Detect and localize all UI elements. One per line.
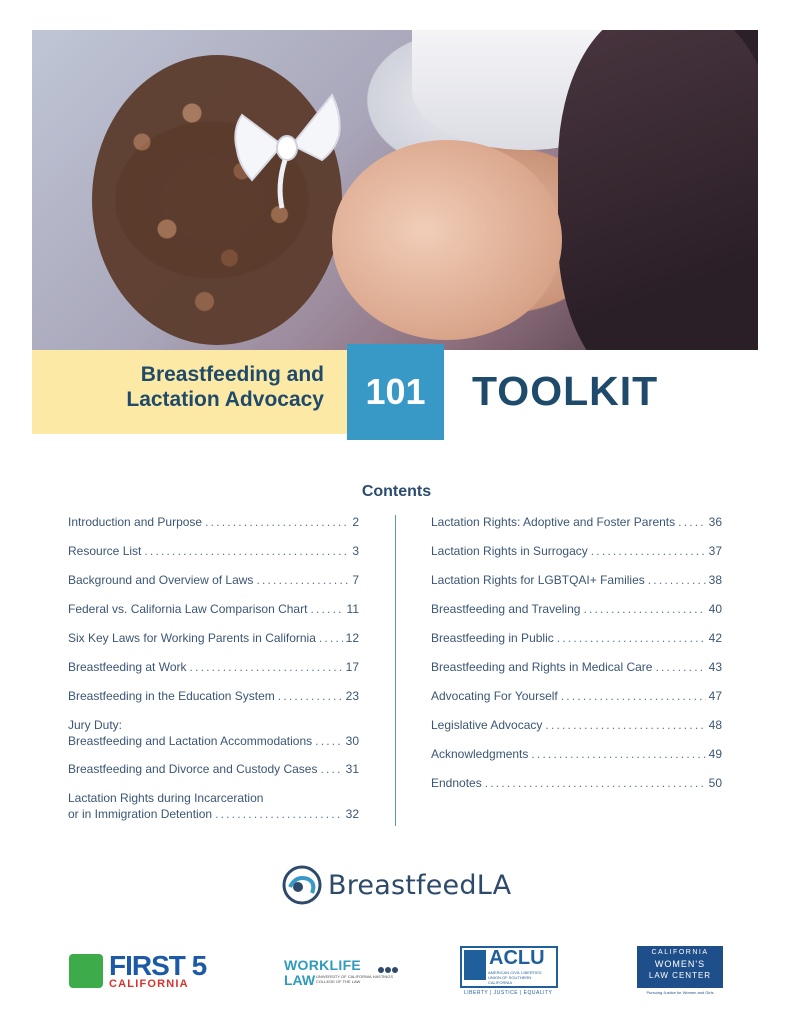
breastfeedla-wordmark: BreastfeedLA [328, 869, 512, 901]
first5-name: FIRST 5 [109, 950, 207, 981]
toc-entry-label: Breastfeeding in Public [431, 631, 554, 645]
toc-entry[interactable] [68, 790, 359, 822]
toc-entry-page: 48 [708, 718, 722, 732]
toc-entry[interactable] [431, 688, 722, 704]
toc-entry-label: Background and Overview of Laws [68, 573, 254, 587]
toc-entry[interactable] [431, 775, 722, 791]
hair-bow-icon [227, 90, 347, 210]
document-title [32, 362, 324, 412]
toc-entry-label: Lactation Rights: Adoptive and Foster Parents [431, 515, 676, 529]
toc-entry-page: 12 [345, 631, 359, 645]
toc-entry-label-line1: Jury Duty: [68, 718, 123, 732]
hand-icon [69, 954, 103, 988]
toc-entry-label: Breastfeeding and Divorce and Custody Cases [68, 762, 318, 776]
toc-entry[interactable] [68, 601, 359, 617]
toc-entry-label: Federal vs. California Law Comparison Chart [68, 602, 308, 616]
toc-entry[interactable] [431, 717, 722, 733]
101-badge: 101 [347, 344, 444, 440]
toc-entry-page: 37 [708, 544, 722, 558]
toc-entry[interactable] [68, 630, 359, 646]
first5-california-logo [69, 952, 219, 994]
toc-entry[interactable] [431, 630, 722, 646]
toc-entry-page: 3 [352, 544, 359, 558]
toc-entry-label: Breastfeeding and Traveling [431, 602, 581, 616]
toc-entry-label-line1: Lactation Rights during Incarceration [68, 791, 264, 805]
breastfeedla-swirl-icon [282, 865, 322, 905]
toc-entry[interactable] [431, 746, 722, 762]
toc-entry-page: 42 [708, 631, 722, 645]
title-line-2: Lactation Advocacy [126, 388, 324, 411]
toc-entry-label: or in Immigration Detention [68, 807, 213, 821]
contents-heading: Contents [361, 483, 432, 500]
toc-entry-label: Lactation Rights for LGBTQAI+ Families [431, 573, 645, 587]
toc-entry[interactable] [431, 514, 722, 530]
toc-entry-label: Introduction and Purpose [68, 515, 203, 529]
aclu-name: ACLU [489, 947, 545, 969]
toc-entry[interactable] [68, 761, 359, 777]
worklife-name: WORKLIFE [284, 957, 362, 973]
toc-entry[interactable] [431, 543, 722, 559]
toc-entry-page: 36 [708, 515, 722, 529]
toc-entry-label: Acknowledgments [431, 747, 529, 761]
toc-entry-label: Lactation Rights in Surrogacy [431, 544, 588, 558]
toc-entry[interactable] [68, 514, 359, 530]
aclu-subtitle: AMERICAN CIVIL LIBERTIES UNION OF SOUTHERN CALIFORNIA [488, 970, 542, 985]
contents-divider [395, 515, 396, 826]
toc-entry-page: 38 [708, 573, 722, 587]
worklife-subtitle: UNIVERSITY OF CALIFORNIA HASTINGS COLLEGE OF THE LAW [316, 974, 394, 984]
toc-entry[interactable] [68, 572, 359, 588]
worklife-law-logo [284, 957, 404, 991]
toc-entry-page: 50 [708, 776, 722, 790]
cwlc-line2: WOMEN'S [654, 959, 706, 969]
toc-entry[interactable] [431, 659, 722, 675]
toc-entry-label: Breastfeeding and Rights in Medical Care [431, 660, 653, 674]
toolkit-heading: TOOLKIT [472, 368, 659, 414]
toc-entry-label: Endnotes [431, 776, 482, 790]
breastfeedla-logo [282, 862, 512, 908]
toc-entry[interactable] [68, 543, 359, 559]
toc-entry-page: 49 [708, 747, 722, 761]
toc-entry[interactable] [68, 688, 359, 704]
toc-entry-page: 47 [708, 689, 722, 703]
cwlc-line1: CALIFORNIA [651, 949, 709, 956]
toc-entry-label: Six Key Laws for Working Parents in California [68, 631, 316, 645]
aclu-logo [460, 946, 558, 1000]
toc-entry-page: 23 [345, 689, 359, 703]
child-face-shape [332, 140, 562, 340]
toc-entry[interactable] [431, 601, 722, 617]
aclu-tagline: LIBERTY | JUSTICE | EQUALITY [464, 990, 553, 996]
cwlc-tagline: Pursuing Justice for Women and Girls [646, 990, 714, 995]
toc-entry[interactable] [68, 659, 359, 675]
toc-entry-label: Breastfeeding at Work [68, 660, 187, 674]
toc-entry[interactable] [431, 572, 722, 588]
toc-entry-page: 40 [708, 602, 722, 616]
statue-of-liberty-icon [464, 950, 486, 980]
toc-entry-label: Breastfeeding and Lactation Accommodations [68, 734, 313, 748]
toc-entry-label: Advocating For Yourself [431, 689, 558, 703]
toc-entry-page: 7 [352, 573, 359, 587]
toc-entry-page: 31 [345, 762, 359, 776]
california-womens-law-center-logo [637, 946, 723, 998]
title-line-1: Breastfeeding and [140, 363, 324, 386]
parent-hair-shape [558, 30, 758, 350]
first5-subtitle: CALIFORNIA [109, 978, 189, 990]
hero-photo [32, 30, 758, 350]
toc-entry-page: 30 [345, 734, 359, 748]
toc-entry-page: 11 [346, 602, 359, 616]
toc-entry-label: Legislative Advocacy [431, 718, 543, 732]
toc-entry[interactable] [68, 717, 359, 749]
cwlc-line3: LAW CENTER [648, 971, 712, 980]
toc-entry-page: 32 [345, 807, 359, 821]
toc-entry-label: Resource List [68, 544, 142, 558]
dots-icon [378, 960, 399, 978]
toc-entry-label: Breastfeeding in the Education System [68, 689, 275, 703]
toc-entry-page: 17 [345, 660, 359, 674]
worklife-law: LAW [284, 972, 316, 988]
toc-entry-page: 43 [708, 660, 722, 674]
toc-entry-page: 2 [352, 515, 359, 529]
